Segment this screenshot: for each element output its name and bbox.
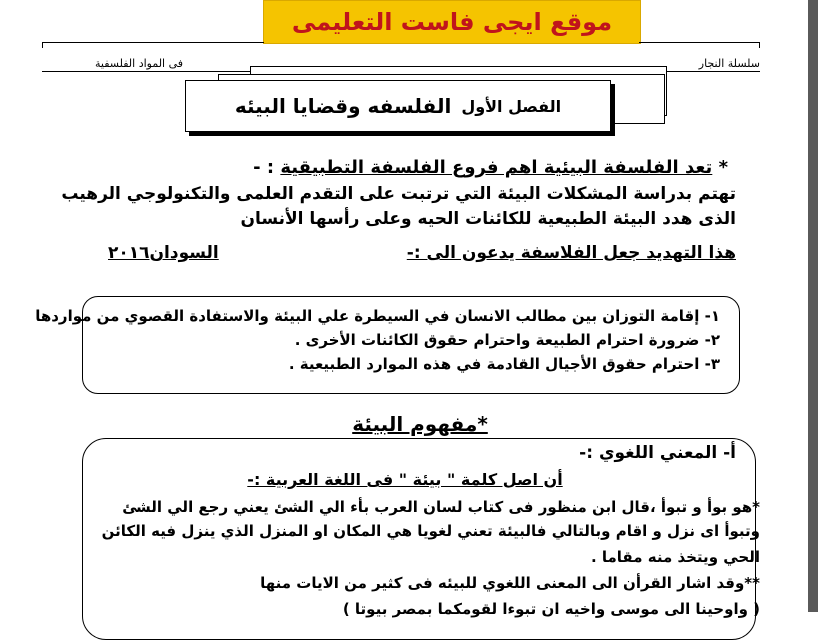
frame-corner: [42, 42, 43, 48]
heading-text: تعد الفلسفة البيئية اهم فروع الفلسفة التطبيقية: [280, 157, 713, 178]
intro-line: الذى هدد البيئة الطبيعية للكائنات الحيه وعلى رأسها الأنسان: [240, 209, 736, 229]
paragraph-line: وتبوأ اى نزل و اقام وبالتالي فالبيئة تعني لغويا هي المكان او المنزل الذي ينزل فيه الكائن: [101, 522, 760, 540]
frame-corner: [759, 42, 760, 48]
paragraph-line: الحي ويتخذ منه مقاما .: [590, 548, 760, 566]
chapter-label: الفصل الأول: [461, 96, 562, 116]
exam-reference: السودان٢٠١٦: [108, 243, 219, 263]
chapter-title-box: [185, 80, 611, 132]
point-item: ٣- احترام حقوق الأجيال القادمة في هذه الموارد الطبيعية .: [288, 355, 720, 373]
series-name: سلسلة النجار: [698, 57, 760, 70]
intro-call: هذا التهديد جعل الفلاسفة يدعون الى :-: [406, 243, 736, 263]
paragraph-line: **وقد اشار القرأن الى المعنى اللغوي للبيئه فى كثير من الايات منها: [260, 574, 760, 592]
chapter-title: الفلسفه وقضايا البيئه: [234, 94, 452, 118]
page-edge-shadow: [808, 0, 818, 612]
heading-suffix: : -: [253, 157, 275, 178]
intro-heading: [253, 157, 728, 178]
section-title: *مفهوم البيئة: [352, 412, 488, 436]
frame-line: [42, 42, 264, 43]
point-item: ٢- ضرورة احترام الطبيعة واحترام حقوق الكائنات الأخرى .: [294, 331, 720, 349]
intro-line: تهتم بدراسة المشكلات البيئة التي ترتبت على التقدم العلمى والتكنولوجي الرهيب: [61, 184, 736, 204]
point-item: ١- إقامة التوزان بين مطالب الانسان في السيطرة علي البيئة والاستفادة القصوي من مواردها: [35, 307, 720, 325]
linguistic-subheading: أن اصل كلمة " بيئة " فى اللغة العربية :-: [247, 470, 563, 489]
linguistic-heading: أ- المعني اللغوي :-: [579, 443, 736, 463]
paragraph-line: *هو بوأ و تبوأ ،قال ابن منظور فى كتاب لسان العرب بأء الي الشئ يعني رجع الي الشئ: [122, 498, 760, 516]
subject-name: فى المواد الفلسفية: [95, 57, 184, 70]
quran-verse: ( واوحينا الى موسى واخيه ان تبوءا لقومكما بمصر بيوتا ): [342, 600, 760, 618]
frame-line: [639, 42, 759, 43]
heading-star: *: [718, 157, 728, 178]
site-banner: موقع ايجى فاست التعليمى: [263, 0, 641, 44]
